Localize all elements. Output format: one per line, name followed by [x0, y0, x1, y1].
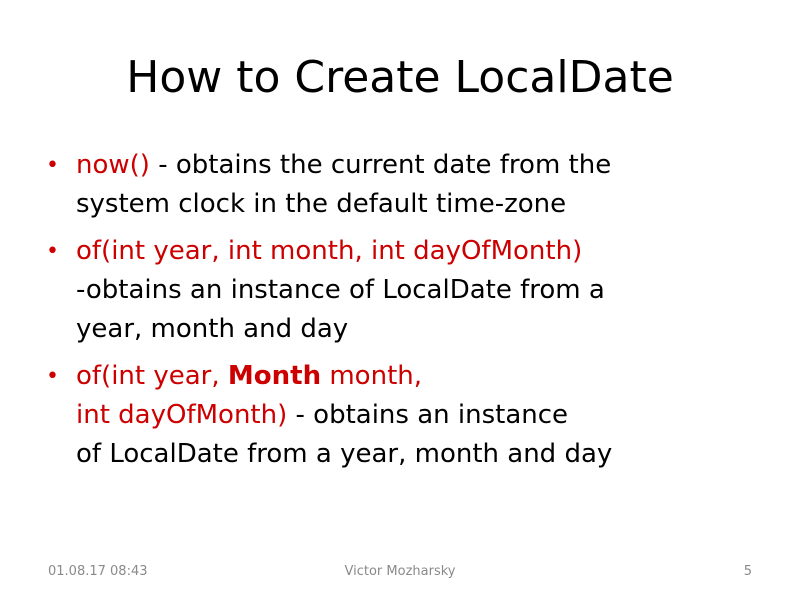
bullet-line — [76, 271, 766, 310]
bullet-line — [76, 146, 766, 185]
footer-author: Victor Mozharsky — [344, 564, 456, 579]
bullet-line — [76, 310, 766, 349]
description-text: - obtains the current date from the — [149, 150, 612, 180]
bullet-line — [76, 435, 766, 474]
bullet-of-month-enum — [46, 357, 766, 474]
bullet-list — [46, 146, 766, 482]
bullet-line — [76, 396, 766, 435]
footer-page-number: 5 — [743, 564, 752, 579]
method-signature: of(int year, int month, int dayOfMonth) — [76, 236, 583, 266]
footer-date: 01.08.17 08:43 — [48, 564, 148, 579]
description-text: of LocalDate from a year, month and day — [76, 439, 613, 469]
description-text: - obtains an instance — [287, 400, 569, 430]
description-text: system clock in the default time-zone — [76, 189, 567, 219]
slide-title: How to Create LocalDate — [126, 52, 674, 103]
bullet-icon: • — [46, 364, 59, 389]
description-text: -obtains an instance of LocalDate from a — [76, 275, 605, 305]
method-signature: now() — [76, 150, 150, 180]
bullet-icon: • — [46, 153, 59, 178]
method-signature: int dayOfMonth) — [76, 400, 288, 430]
bullet-line — [76, 185, 766, 224]
bullet-now — [46, 146, 766, 224]
bullet-of-int-month — [46, 232, 766, 349]
description-text: year, month and day — [76, 314, 349, 344]
bullet-icon: • — [46, 239, 59, 264]
month-type-keyword: Month — [227, 361, 322, 391]
bullet-line — [76, 357, 766, 396]
bullet-line — [76, 232, 766, 271]
method-signature: of(int year, — [76, 361, 228, 391]
method-signature: month, — [321, 361, 423, 391]
